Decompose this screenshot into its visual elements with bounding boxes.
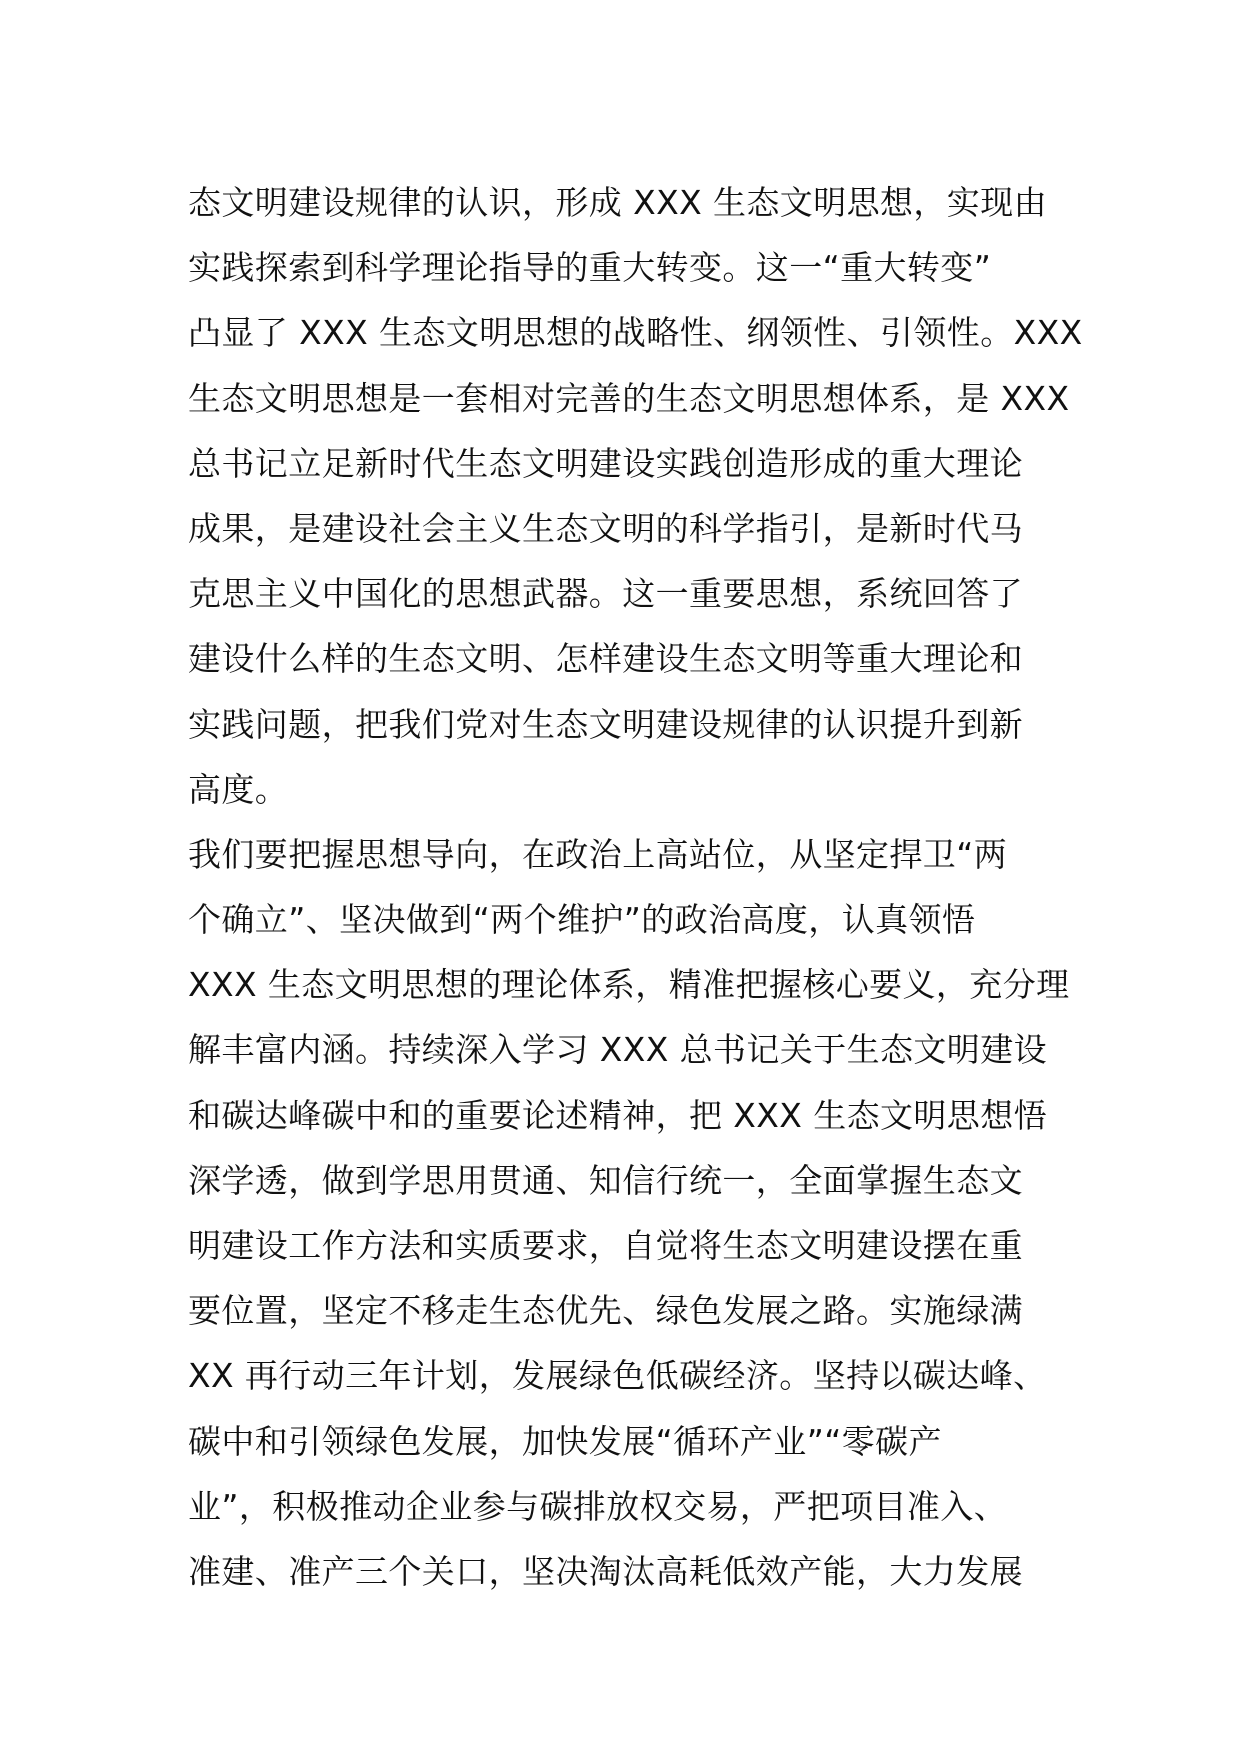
text-line: 解丰富内涵。持续深入学习 XXX 总书记关于生态文明建设 bbox=[188, 1030, 1048, 1070]
text-line: 深学透，做到学思用贯通、知信行统一，全面掌握生态文 bbox=[188, 1160, 1023, 1200]
text-line: XXX 生态文明思想的理论体系，精准把握核心要义，充分理 bbox=[188, 965, 1070, 1005]
text-line: 准建、准产三个关口，坚决淘汰高耗低效产能，大力发展 bbox=[188, 1551, 1023, 1591]
text-line: 和碳达峰碳中和的重要论述精神，把 XXX 生态文明思想悟 bbox=[188, 1095, 1048, 1135]
text-line: 高度。 bbox=[188, 769, 289, 809]
text-line: 生态文明思想是一套相对完善的生态文明思想体系，是 XXX bbox=[188, 378, 1070, 418]
text-line: 总书记立足新时代生态文明建设实践创造形成的重大理论 bbox=[188, 443, 1023, 483]
text-line: 凸显了 XXX 生态文明思想的战略性、纲领性、引领性。XXX bbox=[188, 313, 1083, 353]
text-line: 建设什么样的生态文明、怎样建设生态文明等重大理论和 bbox=[188, 639, 1023, 679]
text-line: 要位置，坚定不移走生态优先、绿色发展之路。实施绿满 bbox=[188, 1291, 1023, 1331]
text-line: 碳中和引领绿色发展，加快发展“循环产业”“零碳产 bbox=[188, 1421, 942, 1461]
text-line: 个确立”、坚决做到“两个维护”的政治高度，认真领悟 bbox=[188, 900, 976, 940]
text-line: 克思主义中国化的思想武器。这一重要思想，系统回答了 bbox=[188, 574, 1023, 614]
text-line: 实践问题，把我们党对生态文明建设规律的认识提升到新 bbox=[188, 704, 1023, 744]
text-line: 成果，是建设社会主义生态文明的科学指引，是新时代马 bbox=[188, 508, 1023, 548]
text-line: 业”，积极推动企业参与碳排放权交易，严把项目准入、 bbox=[188, 1486, 1008, 1526]
text-line: 我们要把握思想导向，在政治上高站位，从坚定捍卫“两 bbox=[188, 834, 1008, 874]
text-line: 态文明建设规律的认识，形成 XXX 生态文明思想，实现由 bbox=[188, 183, 1048, 222]
text-line: XX 再行动三年计划，发展绿色低碳经济。坚持以碳达峰、 bbox=[188, 1356, 1047, 1396]
text-line: 实践探索到科学理论指导的重大转变。这一“重大转变” bbox=[188, 248, 992, 288]
body-text bbox=[188, 170, 1083, 1604]
text-line: 明建设工作方法和实质要求，自觉将生态文明建设摆在重 bbox=[188, 1226, 1023, 1265]
